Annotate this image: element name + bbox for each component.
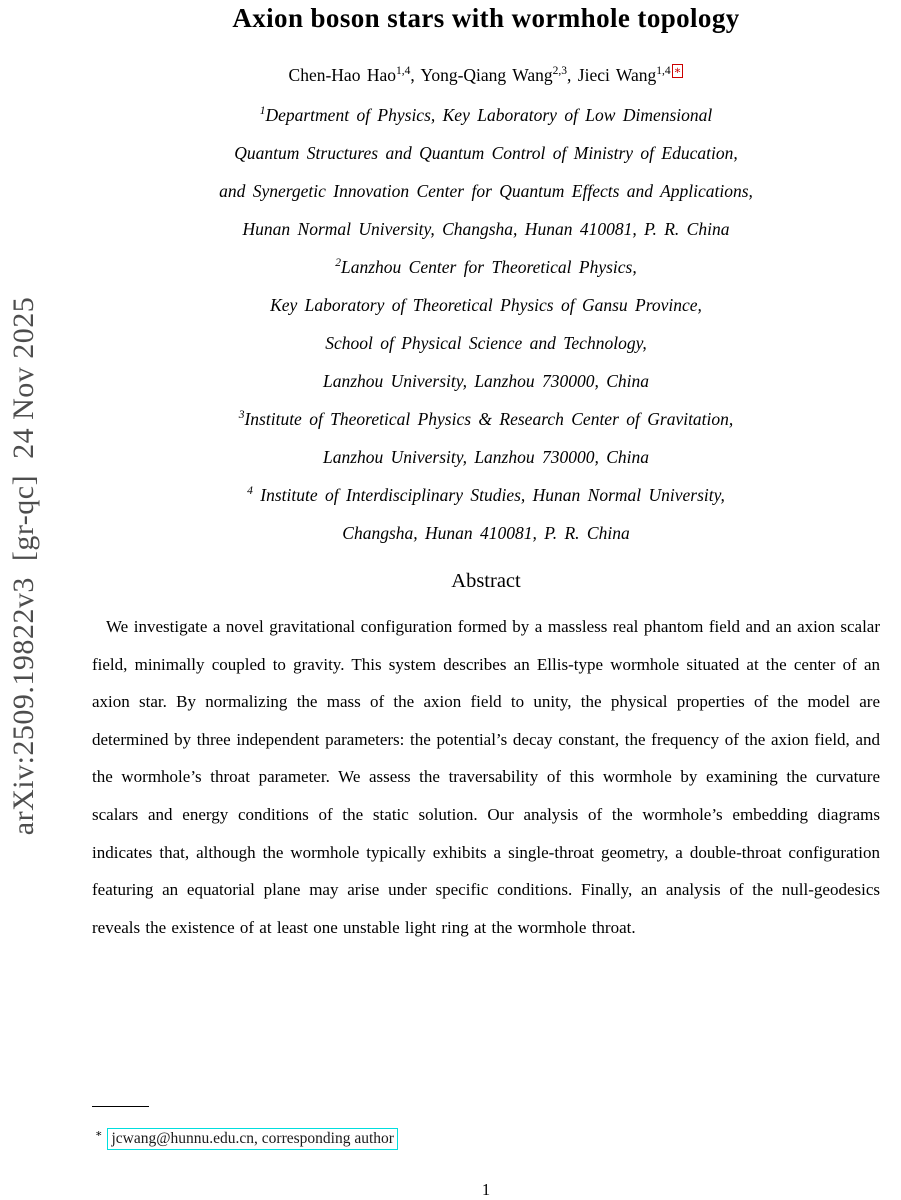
author-superscript: 2,3 (552, 65, 568, 78)
abstract-text: We investigate a novel gravitational configuration formed by a massless real phantom field and an axion scalar field, minimally coupled to gravity. This system describes an Ellis-type wormhole situated at the center of an axion star. By normalizing the mass of the axion field to unity, the physical properties of the model are determined by three independent parameters: the potential’s decay constant, the frequency of the axion field, and the wormhole’s throat parameter. We assess the traversability of this wormhole by examining the curvature scalars and energy conditions of the static solution. Our analysis of the wormhole’s embedding diagrams indicates that, although the wormhole typically exhibits a single-throat geometry, a double-throat configuration featuring an equatorial plane may arise under specific conditions. Finally, an analysis of the null-geodesics reveals the existence of at least one unstable light ring at the wormhole throat. (92, 617, 880, 937)
affiliation-line: Quantum Structures and Quantum Control of Ministry of Education, (234, 143, 738, 163)
author-name: Chen-Hao Hao (288, 65, 396, 85)
affiliation-line: School of Physical Science and Technology, (325, 333, 647, 353)
affiliation-line: Key Laboratory of Theoretical Physics of Gansu Province, (270, 295, 702, 315)
affiliation-superscript: 4 (247, 485, 253, 498)
footnote-rule (92, 1106, 149, 1107)
affiliation-superscript: 1 (259, 105, 266, 118)
affiliation-line: $^1$Department of Physics, Key Laboratory of Low Dimensional (259, 105, 713, 125)
affiliation-superscript: 2 (335, 257, 342, 270)
affiliation-line: $^4$ Institute of Interdisciplinary Studies, Hunan Normal University, (247, 485, 725, 505)
affiliation-line: Hunan Normal University, Changsha, Hunan 410081, P. R. China (242, 219, 730, 239)
affiliations (92, 96, 880, 552)
arxiv-watermark: arXiv:2509.19822v3 [gr-qc] 24 Nov 2025 (7, 296, 40, 836)
paper-title: Axion boson stars with wormhole topology (232, 3, 740, 33)
corresponding-author-star-link[interactable]: ∗ (673, 65, 682, 78)
affiliation-line: Changsha, Hunan 410081, P. R. China (342, 523, 630, 543)
abstract-heading: Abstract (451, 570, 521, 592)
footnote-marker: ∗ (95, 1128, 103, 1140)
author-name: Yong-Qiang Wang (420, 65, 553, 85)
affiliation-superscript: 3 (238, 409, 245, 422)
paper-content (92, 0, 880, 946)
page-number: 1 (481, 1180, 491, 1199)
affiliation-line: $^2$Lanzhou Center for Theoretical Physics, (335, 257, 637, 277)
author-line: Chen-Hao Hao$^{1,4}$, Yong-Qiang Wang$^{2,3}$, Jieci Wang$^{1,4 ∗}$ (288, 65, 682, 85)
author-name: Jieci Wang (577, 65, 657, 85)
footnote (95, 1122, 398, 1151)
author-superscript: 1,4 (395, 65, 411, 78)
author-superscript: 1,4 ∗ (656, 65, 682, 78)
affiliation-line: Lanzhou University, Lanzhou 730000, China (322, 447, 650, 467)
affiliation-line: Lanzhou University, Lanzhou 730000, China (322, 371, 650, 391)
affiliation-line: and Synergetic Innovation Center for Quantum Effects and Applications, (219, 181, 753, 201)
email-link[interactable]: jcwang@hunnu.edu.cn, corresponding author (107, 1128, 397, 1150)
affiliation-line: $^3$Institute of Theoretical Physics & Research Center of Gravitation, (238, 409, 734, 429)
